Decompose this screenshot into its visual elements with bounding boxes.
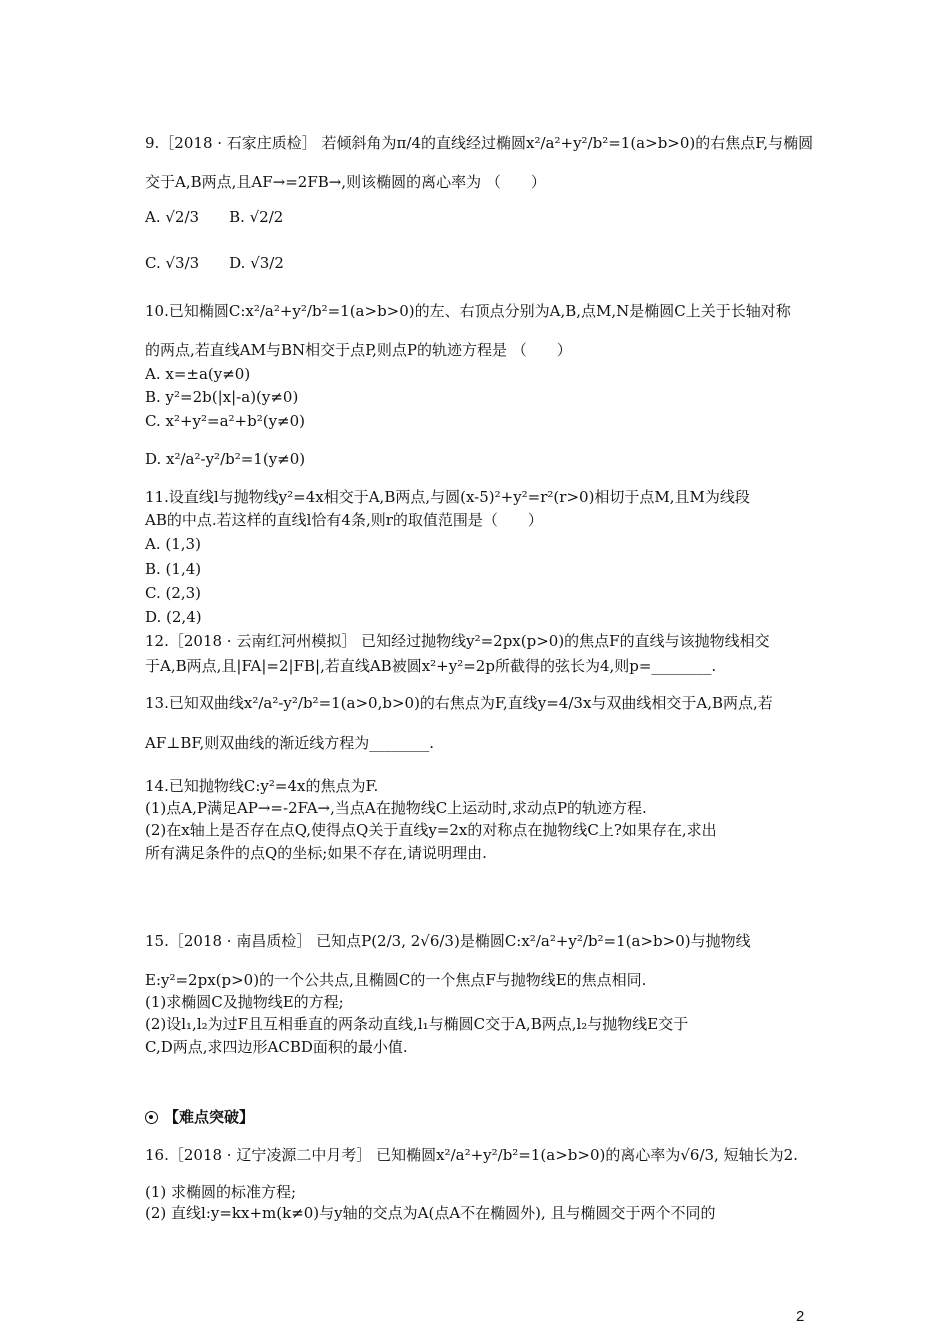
text-line: B. (1,4) xyxy=(145,560,202,578)
text-line: 的两点,若直线AM与BN相交于点P,则点P的轨迹方程是 （ ） xyxy=(145,341,572,359)
text-line: (2)设l₁,l₂为过F且互相垂直的两条动直线,l₁与椭圆C交于A,B两点,l₂与抛物线E交于 xyxy=(145,1015,689,1033)
text-line: (1)求椭圆C及抛物线E的方程; xyxy=(145,993,344,1011)
text-line: D. x²/a²-y²/b²=1(y≠0) xyxy=(145,450,306,468)
text-line: C,D两点,求四边形ACBD面积的最小值. xyxy=(145,1038,408,1056)
text-line: (2)在x轴上是否存在点Q,使得点Q关于直线y=2x的对称点在抛物线C上?如果存在,求出 xyxy=(145,821,717,839)
text-line: A. (1,3) xyxy=(145,535,201,553)
text-line: 所有满足条件的点Q的坐标;如果不存在,请说明理由. xyxy=(145,844,487,862)
text-line: 13.已知双曲线x²/a²-y²/b²=1(a>0,b>0)的右焦点为F,直线y=4/3x与双曲线相交于A,B两点,若 xyxy=(145,694,773,712)
text-line: 于A,B两点,且|FA|=2|FB|,若直线AB被圆x²+y²=2p所截得的弦长为4,则p=________. xyxy=(145,657,717,675)
text-line: 15.［2018 · 南昌质检］ 已知点P(2/3, 2√6/3)是椭圆C:x²/a²+y²/b²=1(a>b>0)与抛物线 xyxy=(145,932,751,950)
text-line: 9.［2018 · 石家庄质检］ 若倾斜角为π/4的直线经过椭圆x²/a²+y²/b²=1(a>b>0)的右焦点F,与椭圆 xyxy=(145,134,814,152)
text-line: A. √2/3 B. √2/2 xyxy=(145,208,284,226)
text-line: AB的中点.若这样的直线l恰有4条,则r的取值范围是（ ） xyxy=(145,511,543,529)
target-bullet-icon xyxy=(145,1111,158,1124)
text-line: E:y²=2px(p>0)的一个公共点,且椭圆C的一个焦点F与抛物线E的焦点相同. xyxy=(145,971,647,989)
text-line: AF⊥BF,则双曲线的渐近线方程为________. xyxy=(145,734,434,752)
text-line: C. (2,3) xyxy=(145,584,202,602)
text-line: 12.［2018 · 云南红河州模拟］ 已知经过抛物线y²=2px(p>0)的焦点F的直线与该抛物线相交 xyxy=(145,632,770,650)
page-number: 2 xyxy=(796,1308,805,1325)
text-line: C. √3/3 D. √3/2 xyxy=(145,254,284,272)
text-line: B. y²=2b(|x|-a)(y≠0) xyxy=(145,388,299,406)
text-line: C. x²+y²=a²+b²(y≠0) xyxy=(145,412,306,430)
text-line: (2) 直线l:y=kx+m(k≠0)与y轴的交点为A(点A不在椭圆外), 且与椭圆交于两个不同的 xyxy=(145,1204,716,1222)
text-line: 11.设直线l与抛物线y²=4x相交于A,B两点,与圆(x-5)²+y²=r²(r>0)相切于点M,且M为线段 xyxy=(145,488,750,506)
text-line: 交于A,B两点,且AF→=2FB→,则该椭圆的离心率为 （ ） xyxy=(145,173,546,191)
text-line: (1)点A,P满足AP→=-2FA→,当点A在抛物线C上运动时,求动点P的轨迹方程. xyxy=(145,799,647,817)
text-line: D. (2,4) xyxy=(145,608,202,626)
text-line: 14.已知抛物线C:y²=4x的焦点为F. xyxy=(145,777,379,795)
text-line: 10.已知椭圆C:x²/a²+y²/b²=1(a>b>0)的左、右顶点分别为A,B,点M,N是椭圆C上关于长轴对称 xyxy=(145,302,791,320)
text-line: (1) 求椭圆的标准方程; xyxy=(145,1183,297,1201)
text-line: 16.［2018 · 辽宁凌源二中月考］ 已知椭圆x²/a²+y²/b²=1(a>b>0)的离心率为√6/3, 短轴长为2. xyxy=(145,1146,798,1164)
section-title-text: 【难点突破】 xyxy=(164,1109,255,1126)
section-heading xyxy=(145,1108,254,1128)
text-line: A. x=±a(y≠0) xyxy=(145,365,251,383)
